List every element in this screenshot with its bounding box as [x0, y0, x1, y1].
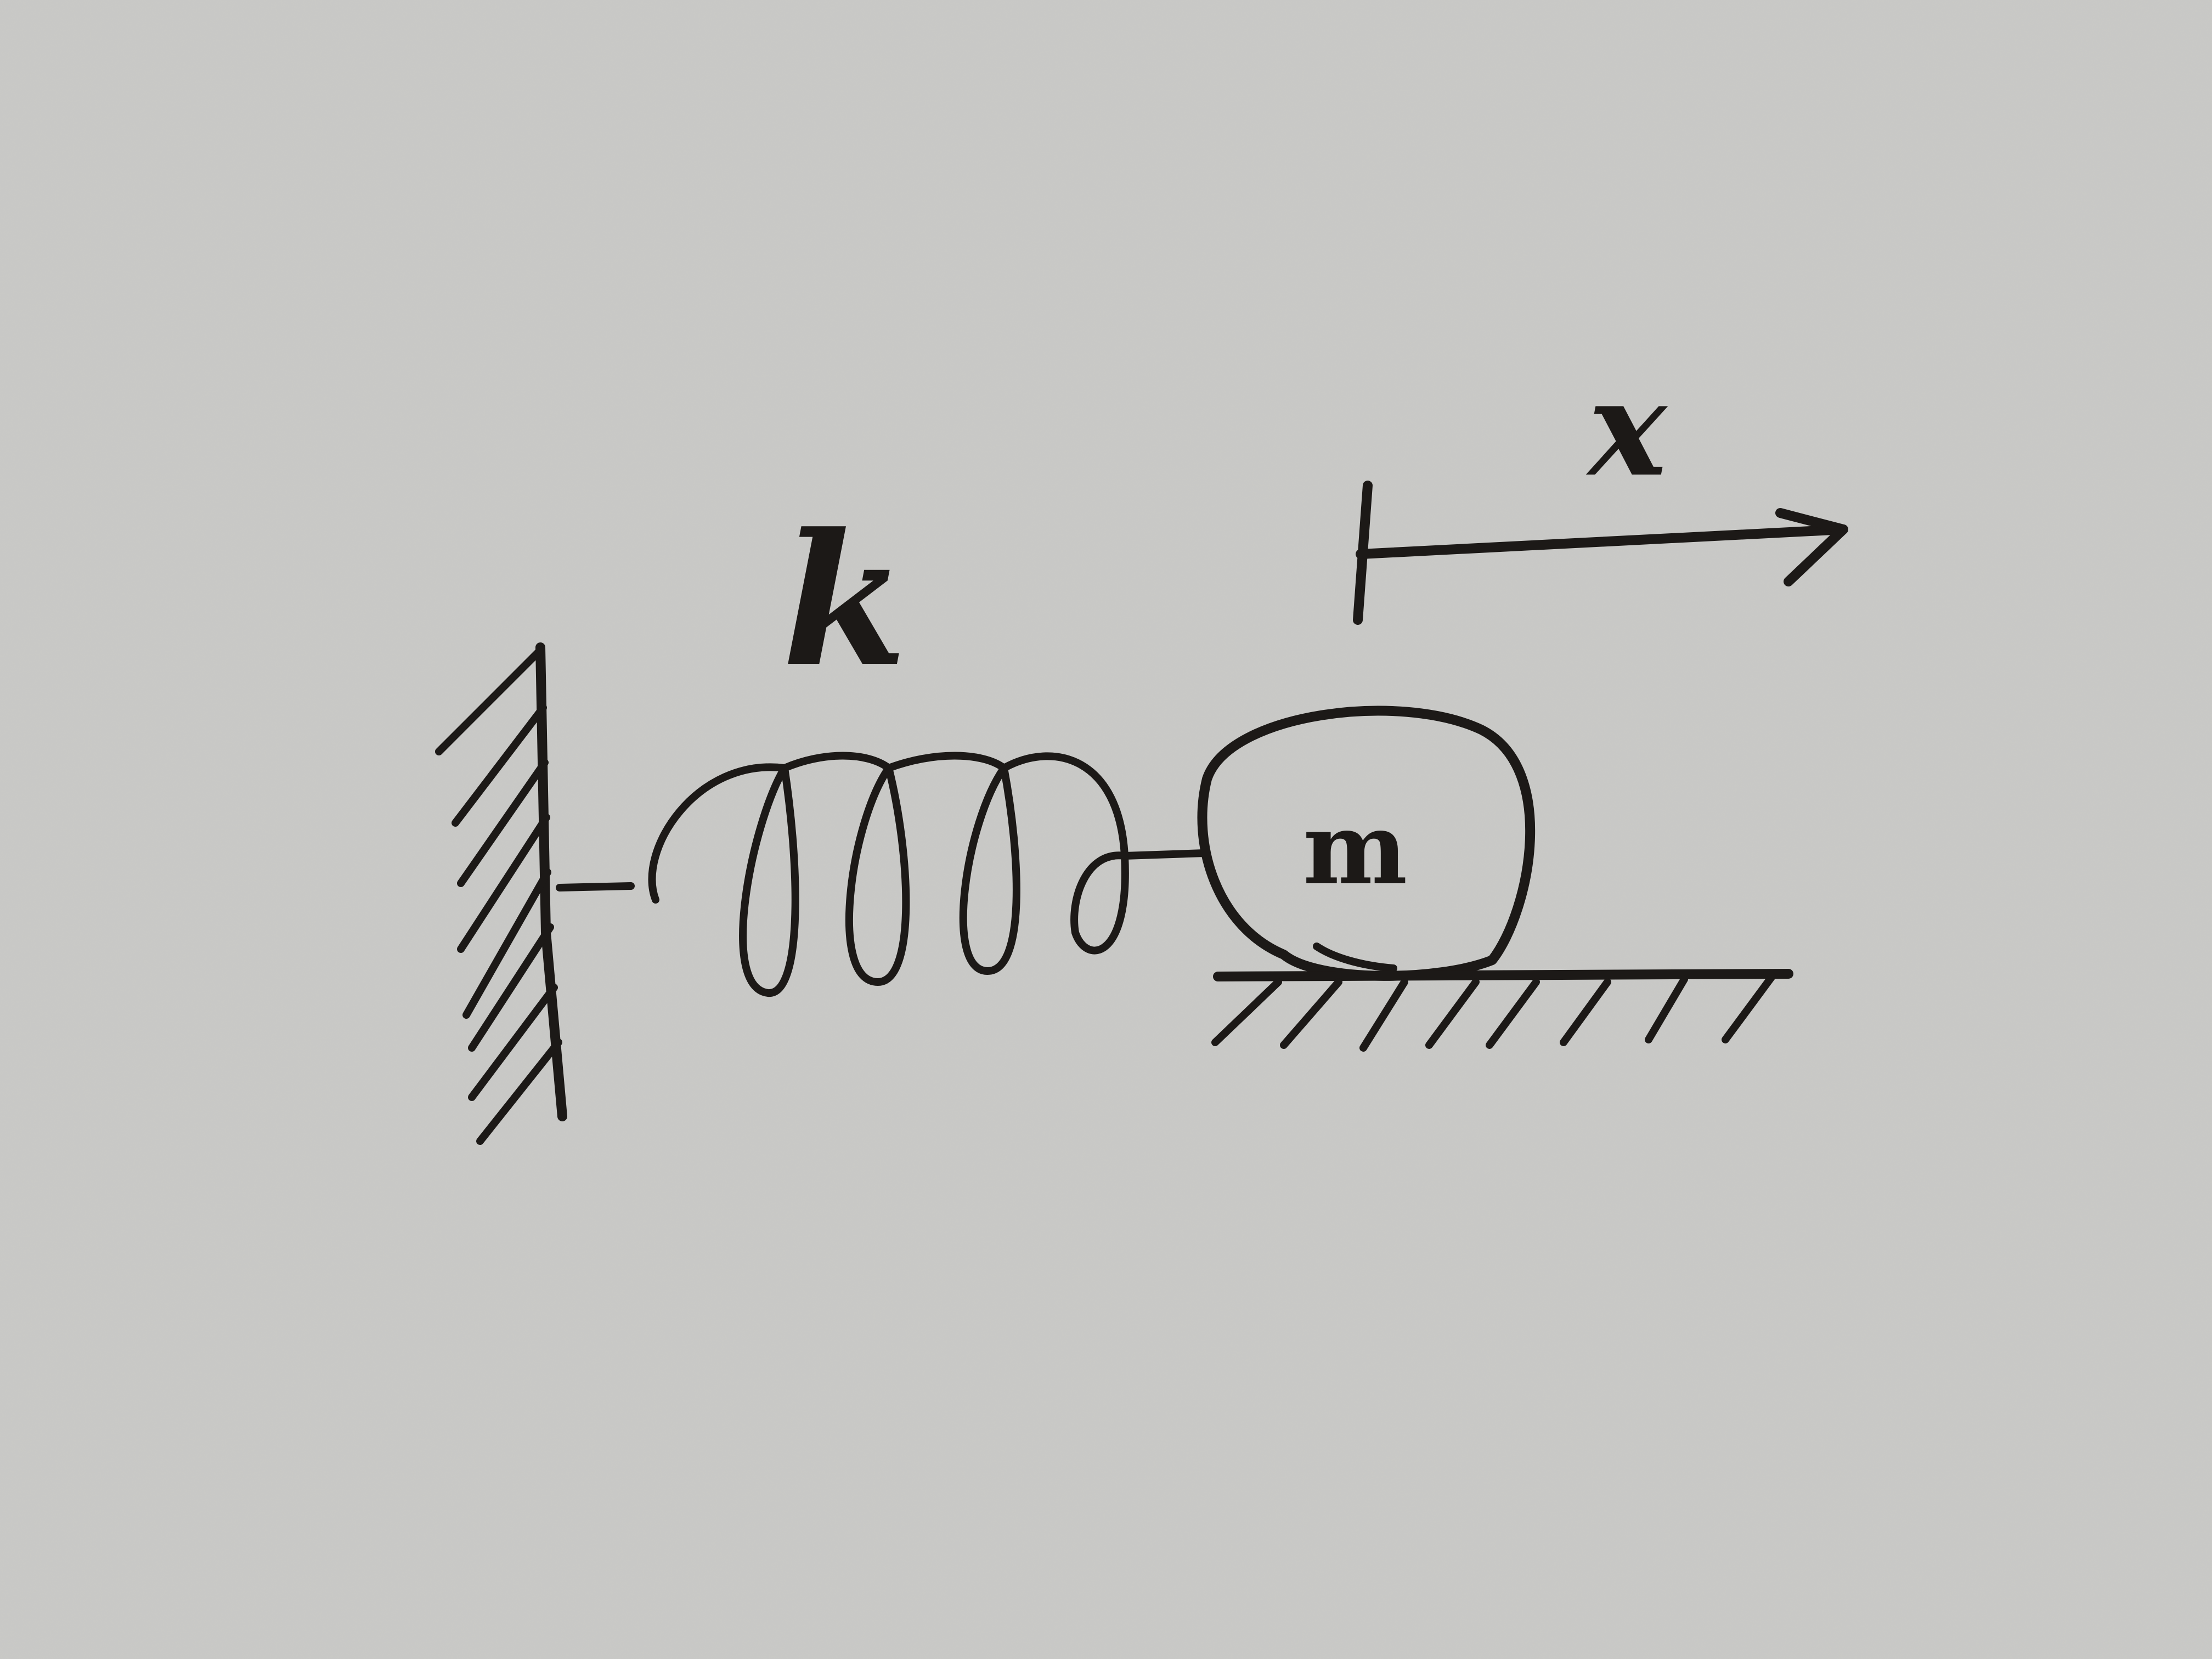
mass-connector	[1125, 853, 1204, 856]
wall-connector	[560, 886, 631, 888]
displacement-label: x	[1588, 351, 1667, 506]
mass-label: m	[1303, 791, 1408, 907]
ground-line	[1218, 974, 1788, 977]
spring-constant-label: k	[782, 494, 907, 707]
